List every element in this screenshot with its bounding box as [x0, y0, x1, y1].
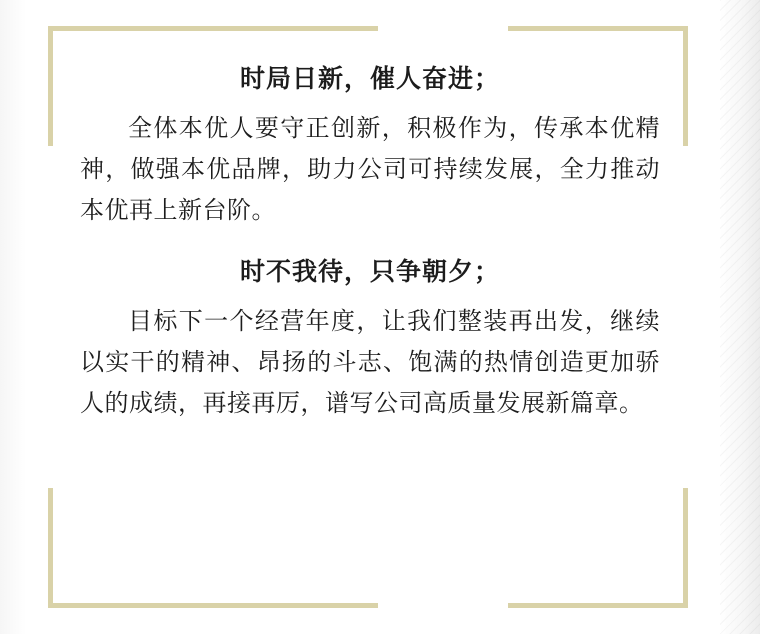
- frame-bottom-left-horizontal: [48, 603, 378, 608]
- frame-top-right-vertical: [683, 26, 688, 146]
- left-edge-shading: [0, 0, 26, 634]
- frame-top-left-horizontal: [48, 26, 378, 31]
- frame-top-left-vertical: [48, 26, 53, 146]
- section-heading-two: 时不我待，只争朝夕；: [239, 257, 500, 287]
- paragraph-two: 目标下一个经营年度，让我们整装再出发，继续以实干的精神、昂扬的斗志、饱满的热情创造更加骄人的成绩，再接再厉，谱写公司高质量发展新篇章。: [80, 306, 660, 418]
- section-heading-one: 时局日新，催人奋进；: [239, 64, 500, 93]
- document-body: [80, 60, 660, 580]
- frame-top-right-horizontal: [508, 26, 688, 31]
- paragraph-one: 全体本优人要守正创新，积极作为，传承本优精神，做强本优品牌，助力公司可持续发展，全力推动本优再上新台阶。: [80, 113, 660, 225]
- frame-bottom-right-vertical: [683, 488, 688, 608]
- frame-bottom-right-horizontal: [508, 603, 688, 608]
- right-edge-shading: [720, 0, 760, 634]
- frame-bottom-left-vertical: [48, 488, 53, 608]
